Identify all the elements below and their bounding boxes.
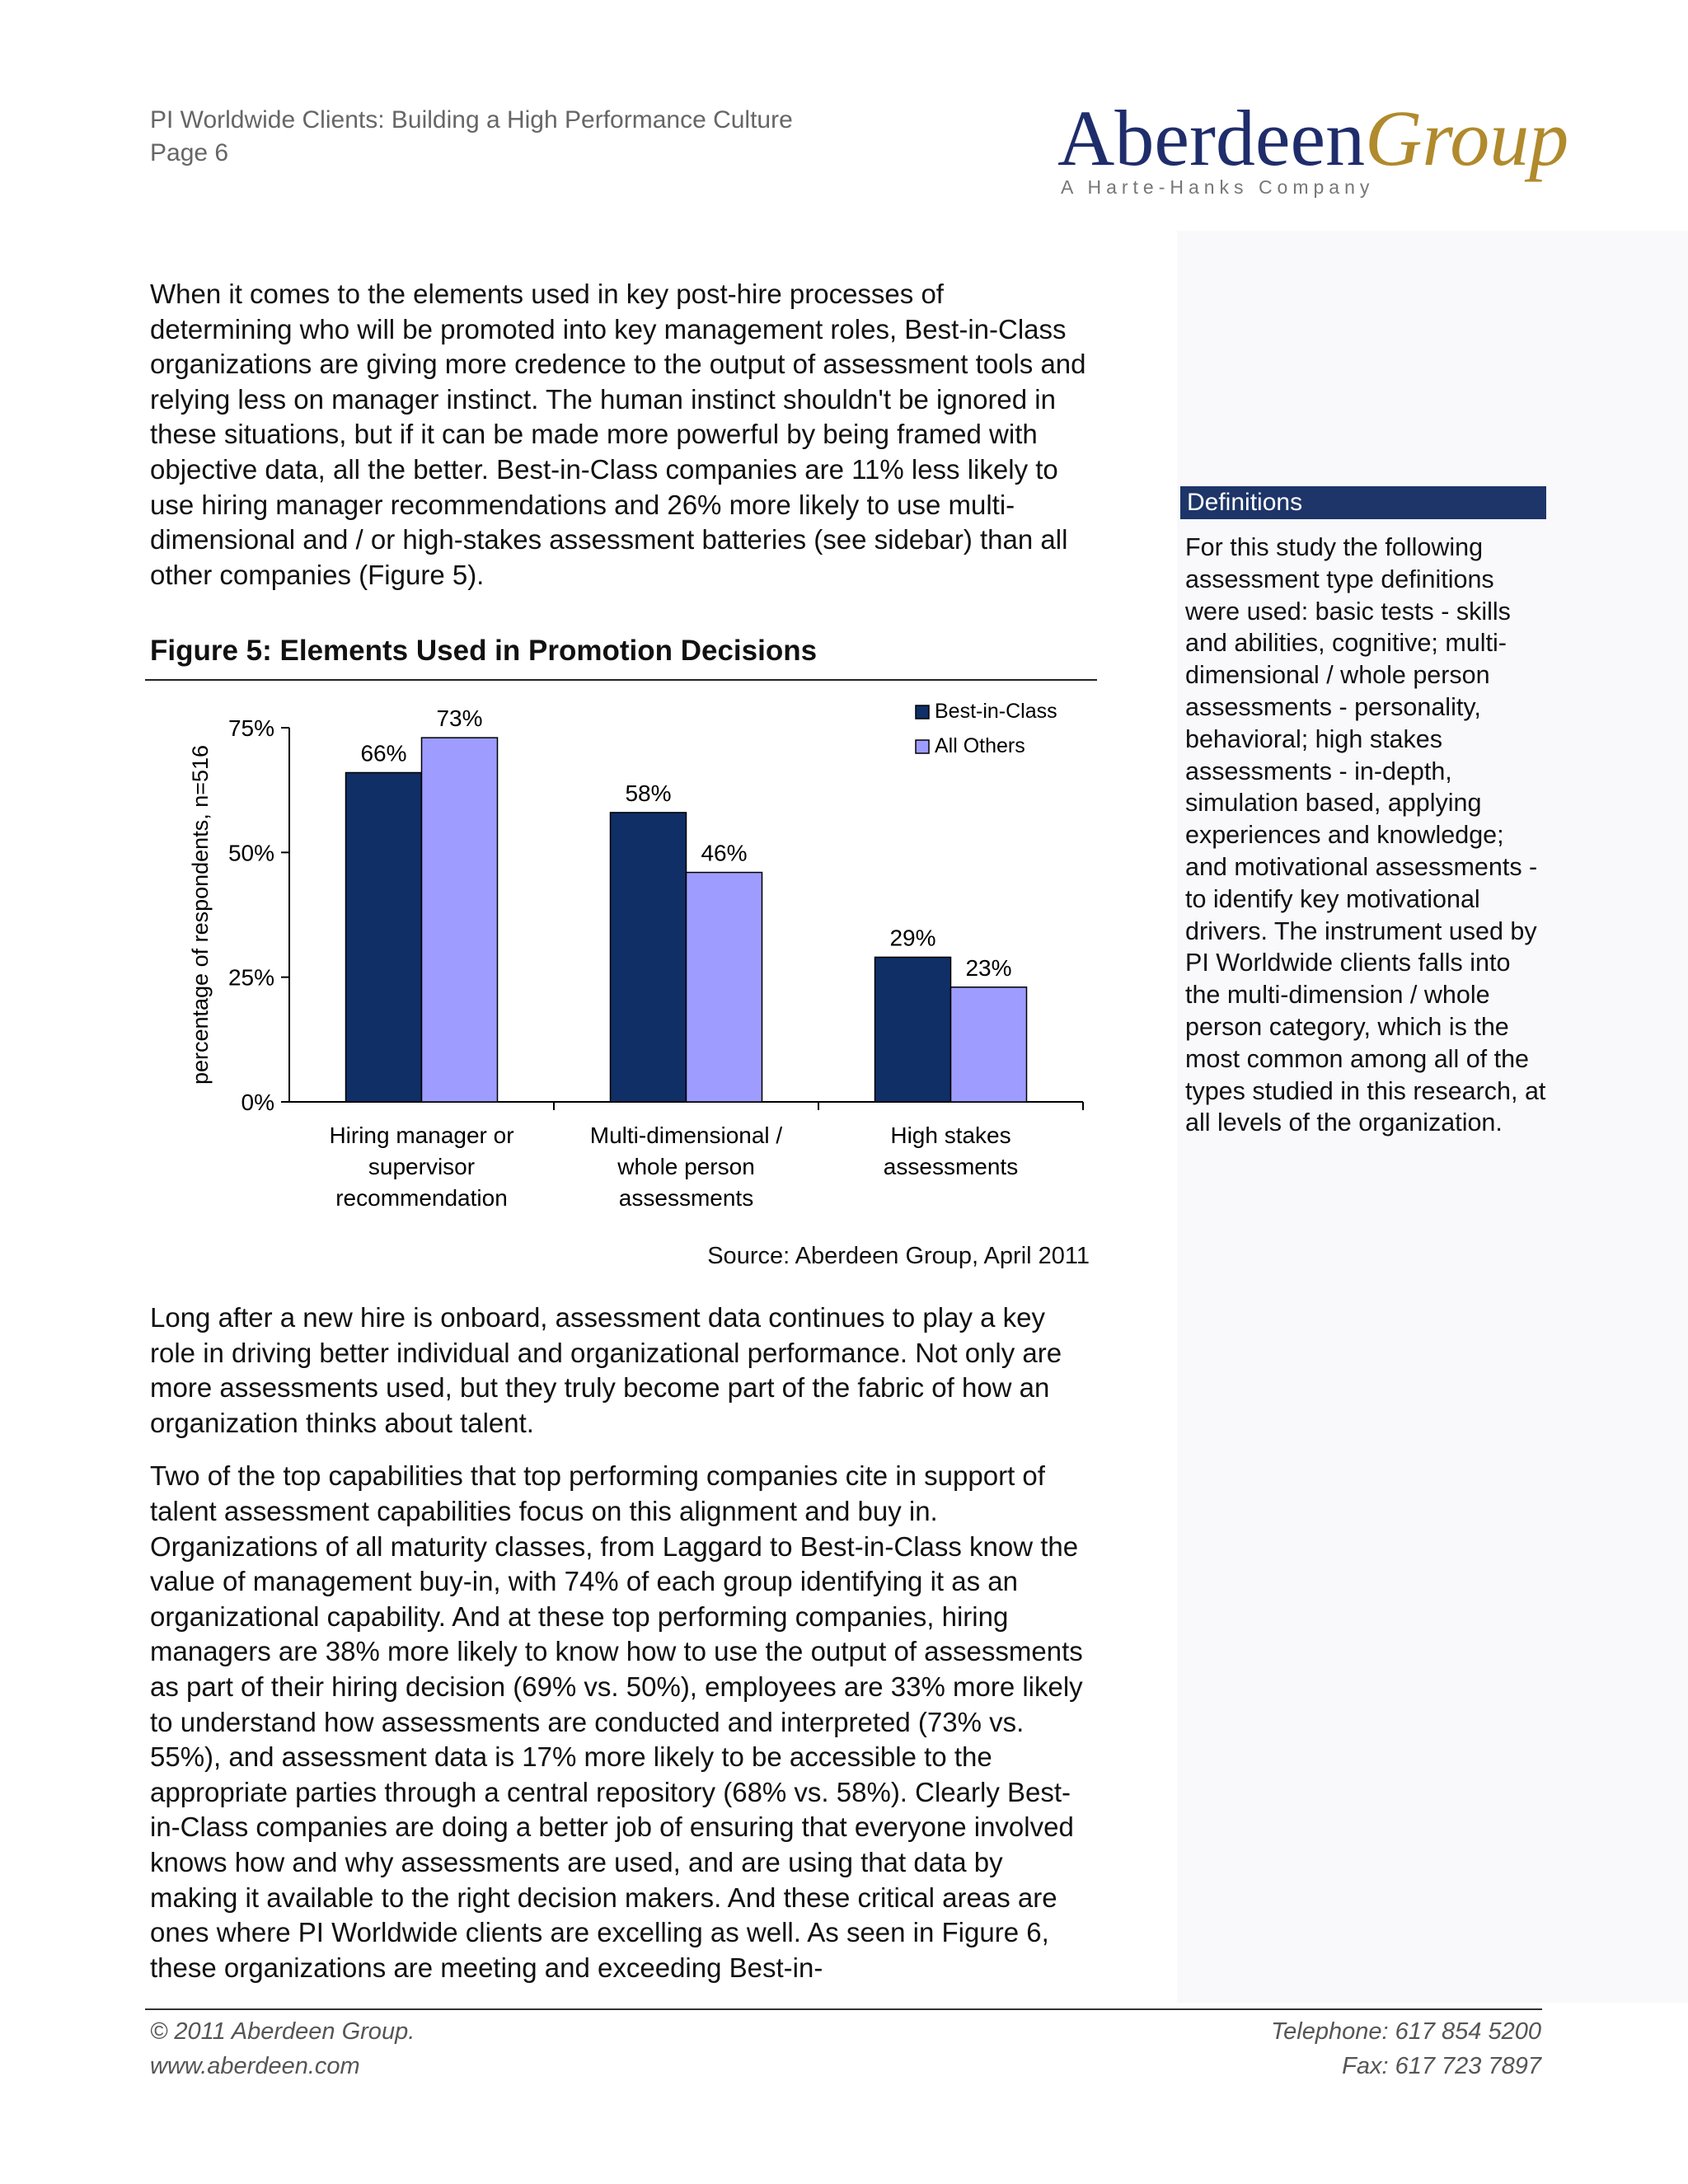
- legend-swatch: [916, 705, 929, 719]
- data-label: 73%: [436, 705, 483, 732]
- body-paragraph-3: Two of the top capabilities that top performing companies cite in support of talent assessment capabilities focus on this alignment and buy in. Organizations of all maturity classes, from Laggard to Best-in-Class know the value of management buy-in, with 74% of each group identifying it as an organizational capability. And at these top performing companies, hiring managers are 38% more likely to know how to use the output of assessments as part of their hiring decision (69% vs. 50%), employees are 33% more likely to understand how assessments are conducted and interpreted (73% vs. 55%), and assessment data is 17% more likely to be accessible to the appropriate parties through a central repository (68% vs. 58%). Clearly Best-in-Class companies are doing a better job of ensuring that everyone involved knows how and why assessments are used, and are using that data by making it available to the right decision makers. And these critical areas are ones where PI Worldwide clients are excelling as well. As seen in Figure 6, these organizations are meeting and exceeding Best-in-: [150, 1460, 1083, 1983]
- sidebar-definitions-text: For this study the following assessment type definitions were used: basic tests - skills and abilities, cognitive; multi-dimensional / whole person assessments - personality, behavioral; high stakes assessments - in-depth, simulation based, applying experiences and knowledge; and motivational assessments - to identify key motivational drivers. The instrument used by PI Worldwide clients falls into the multi-dimension / whole person category, which is the most common among all of the types studied in this research, at all levels of the organization.: [1185, 533, 1546, 1137]
- page-header: [150, 104, 793, 170]
- logo-tagline: A Harte-Hanks Company: [1061, 176, 1375, 198]
- bar-best-in-class: [875, 957, 951, 1102]
- x-category-label: assessments: [883, 1154, 1019, 1179]
- footer-divider: [145, 2008, 1542, 2010]
- y-tick-label: 50%: [227, 840, 274, 866]
- data-label: 66%: [360, 740, 407, 766]
- document-title: PI Worldwide Clients: Building a High Performance Culture: [150, 106, 793, 134]
- promotion-elements-bar-chart: [145, 692, 1097, 1236]
- x-category-label: assessments: [618, 1185, 754, 1211]
- logo-word-aberdeen: Aberdeen: [1057, 94, 1366, 182]
- sidebar-title: Definitions: [1180, 486, 1546, 519]
- footer-website[interactable]: www.aberdeen.com: [150, 2053, 360, 2079]
- y-axis-title: percentage of respondents, n=516: [188, 744, 213, 1085]
- figure-title-divider: [145, 679, 1097, 681]
- y-tick-label: 75%: [227, 715, 274, 741]
- footer-telephone: Telephone: 617 854 5200: [1271, 2018, 1541, 2045]
- body-paragraph-2: Long after a new hire is onboard, assessment data continues to play a key role in driving better individual and organizational performance. Not only are more assessments used, but they truly become part of the fabric of how an organization thinks about talent.: [150, 1302, 1062, 1438]
- y-tick-label: 25%: [227, 964, 274, 991]
- bar-all-others: [422, 738, 498, 1102]
- y-tick-label: 0%: [241, 1090, 274, 1115]
- bar-best-in-class: [611, 813, 687, 1102]
- x-category-label: Multi-dimensional /: [589, 1122, 783, 1148]
- legend-label: All Others: [935, 734, 1025, 757]
- bar-best-in-class: [346, 772, 422, 1102]
- x-category-label: Hiring manager or: [329, 1122, 514, 1148]
- x-category-label: recommendation: [335, 1185, 508, 1211]
- x-category-label: High stakes: [890, 1122, 1011, 1148]
- page-number: Page 6: [150, 139, 229, 166]
- legend-swatch: [916, 740, 929, 753]
- x-category-label: whole person: [617, 1154, 755, 1179]
- legend-label: Best-in-Class: [935, 700, 1057, 723]
- bar-all-others: [687, 873, 762, 1102]
- figure-source: Source: Aberdeen Group, April 2011: [707, 1243, 1090, 1269]
- data-label: 23%: [965, 954, 1012, 981]
- intro-paragraph: When it comes to the elements used in key post-hire processes of determining who will be promoted into key management roles, Best-in-Class organizations are giving more credence to the output of assessment tools and relying less on manager instinct. The human instinct shouldn't be ignored in these situations, but if it can be made more powerful by being framed with objective data, all the better. Best-in-Class companies are 11% less likely to use hiring manager recommendations and 26% more likely to use multi-dimensional and / or high-stakes assessment batteries (see sidebar) than all other companies (Figure 5).: [150, 279, 1086, 590]
- bar-all-others: [951, 987, 1027, 1102]
- x-category-label: supervisor: [368, 1154, 476, 1179]
- figure-title: Figure 5: Elements Used in Promotion Decisions: [150, 635, 818, 667]
- footer-fax: Fax: 617 723 7897: [1342, 2053, 1541, 2079]
- aberdeen-group-logo: [1057, 94, 1569, 198]
- logo-word-group: Group: [1365, 94, 1569, 182]
- data-label: 58%: [625, 780, 672, 806]
- footer-copyright: © 2011 Aberdeen Group.: [150, 2018, 415, 2045]
- data-label: 29%: [889, 925, 936, 951]
- data-label: 46%: [701, 840, 748, 866]
